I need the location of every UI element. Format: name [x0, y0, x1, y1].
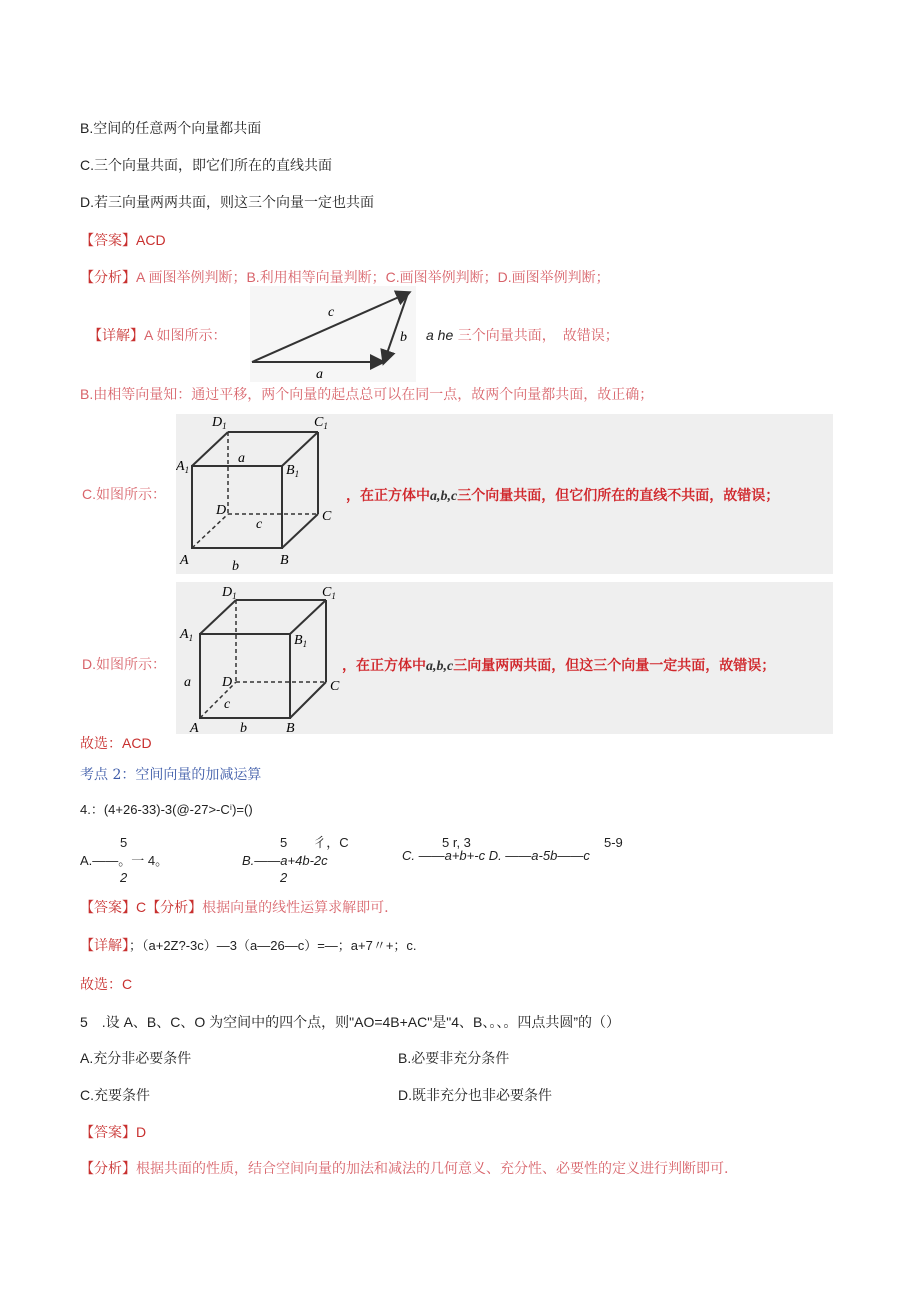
analysis-tag: 【分析】: [80, 270, 136, 286]
option-c: C.三个向量共面，即它们所在的直线共面: [80, 157, 332, 173]
q4-stem: 4.：(4+26-33)-3(@-27>-Cⁱ)=(): [80, 802, 253, 817]
q4-optA-bot: 2: [120, 870, 128, 885]
label-a: A: [190, 721, 199, 734]
q4-optA-mid: A.——。一 4。: [80, 853, 169, 868]
cube1-caption: ，在正方体中a,b,c三个向量共面，但它们所在的直线不共面，故错误；: [346, 488, 780, 504]
detail-c-lead: C.如图所示：: [82, 486, 166, 502]
detail-d-lead: D.如图所示：: [82, 656, 166, 672]
q5-option-a: A.充分非必要条件: [80, 1050, 192, 1066]
q4-detail-tag: 【详解】: [80, 938, 129, 954]
vector-b-label: b: [400, 330, 407, 345]
detail-b: [80, 384, 653, 405]
label-a: A: [180, 553, 189, 568]
q4-optC-top: 5 r, 3: [442, 835, 471, 850]
vector-a-label: a: [316, 367, 323, 382]
label-a1: $A_1$: [180, 627, 194, 643]
label-c1: $C_1$: [314, 415, 328, 431]
q4-optCD-mid: C. ——a+b+-c D. ——a-5b——c: [402, 848, 590, 863]
analysis-text: A 画图举例判断；B.利用相等向量判断；C.画图举例判断；D.画图举例判断；: [136, 269, 610, 285]
label-b1: $B_1$: [294, 633, 308, 649]
q4-answer-value: C: [136, 899, 147, 915]
option-b: B.空间的任意两个向量都共面: [80, 120, 262, 136]
detail-a-tail: [426, 325, 619, 346]
detail-tag: 【详解】: [88, 328, 144, 344]
q4-optB-bot: 2: [280, 870, 288, 885]
q5-analysis-text: 根据共面的性质，结合空间向量的加法和减法的几何意义、充分性、必要性的定义进行判断即可.: [136, 1161, 729, 1177]
cube2-caption: ，在正方体中a,b,c三向量两两共面，但这三个向量一定共面，故错误；: [342, 658, 776, 674]
vector-c-label: c: [328, 305, 335, 320]
vector-c-line: [252, 293, 408, 362]
analysis-line: [80, 267, 610, 288]
q5-answer-tag: 【答案】: [80, 1125, 136, 1141]
cube-figure-1: [176, 414, 833, 574]
answer-line: [80, 230, 166, 251]
triangle-figure: [250, 286, 416, 382]
label-b: B: [280, 553, 289, 568]
detail-b-text: B.由相等向量知：通过平移，两个向量的起点总可以在同一点，故两个向量都共面，故正确；: [80, 386, 654, 402]
label-c: C: [322, 509, 332, 524]
answer-value: ACD: [136, 232, 166, 248]
q3-final: 故选：ACD: [80, 735, 152, 751]
vector-c-label: c: [256, 517, 263, 532]
vector-a-label: a: [238, 451, 245, 466]
label-d1: $D_1$: [222, 585, 237, 601]
label-d1: $D_1$: [212, 415, 227, 431]
label-b1: $B_1$: [286, 463, 300, 479]
q5-option-d: D.既非充分也非必要条件: [398, 1087, 552, 1103]
detail-a-lead-text: A 如图所示：: [144, 327, 227, 343]
q4-analysis-text: 根据向量的线性运算求解即可.: [202, 900, 389, 916]
label-c: C: [330, 679, 340, 694]
label-a1: $A_1$: [176, 459, 190, 475]
q5-answer-value: D: [136, 1124, 147, 1140]
q4-optA-top: 5: [120, 835, 128, 850]
q4-optB-top: 5 彳，C: [280, 835, 349, 850]
q4-detail-text: ；（a+2Z?-3c）—3（a—26—c）=—；a+7〃+；c.: [129, 938, 417, 953]
label-c1: $C_1$: [322, 585, 336, 601]
option-d: D.若三向量两两共面，则这三个向量一定也共面: [80, 194, 374, 210]
section-title: 考点 2：空间向量的加减运算: [80, 767, 262, 783]
detail-a-lead: [88, 325, 226, 346]
q5-option-b: B.必要非充分条件: [398, 1050, 510, 1066]
label-d: D: [222, 675, 233, 690]
vector-a-label: a: [184, 675, 191, 690]
label-d: D: [216, 503, 227, 518]
vector-b-line: [384, 293, 408, 362]
vector-b-label: b: [240, 721, 247, 734]
q5-option-c: C.充要条件: [80, 1087, 150, 1103]
q5-analysis-line: [80, 1159, 728, 1179]
label-b: B: [286, 721, 295, 734]
q4-final: 故选：C: [80, 976, 133, 992]
detail-a-tail-italic: a he: [426, 327, 454, 343]
vector-b-label: b: [232, 559, 239, 574]
q5-analysis-tag: 【分析】: [80, 1161, 136, 1177]
q4-detail-line: [80, 936, 417, 956]
q4-optD-top: 5-9: [604, 835, 623, 850]
q4-optB-mid: B.——a+4b-2c: [242, 853, 328, 868]
answer-tag: 【答案】: [80, 233, 136, 249]
q5-stem: 5 .设 A、B、C、O 为空间中的四个点，则"AO=4B+AC"是"4、B、。、。四点共圆”的（）: [80, 1014, 620, 1030]
q4-answer-line: [80, 897, 389, 918]
detail-a-tail-text: 三个向量共面， 故错误；: [453, 328, 619, 344]
q4-analysis-tag: 【分析】: [146, 900, 203, 916]
q4-answer-tag: 【答案】: [80, 900, 136, 916]
q5-answer-line: [80, 1122, 146, 1143]
cube-figure-2: [176, 582, 833, 734]
vector-c-label: c: [224, 697, 231, 712]
